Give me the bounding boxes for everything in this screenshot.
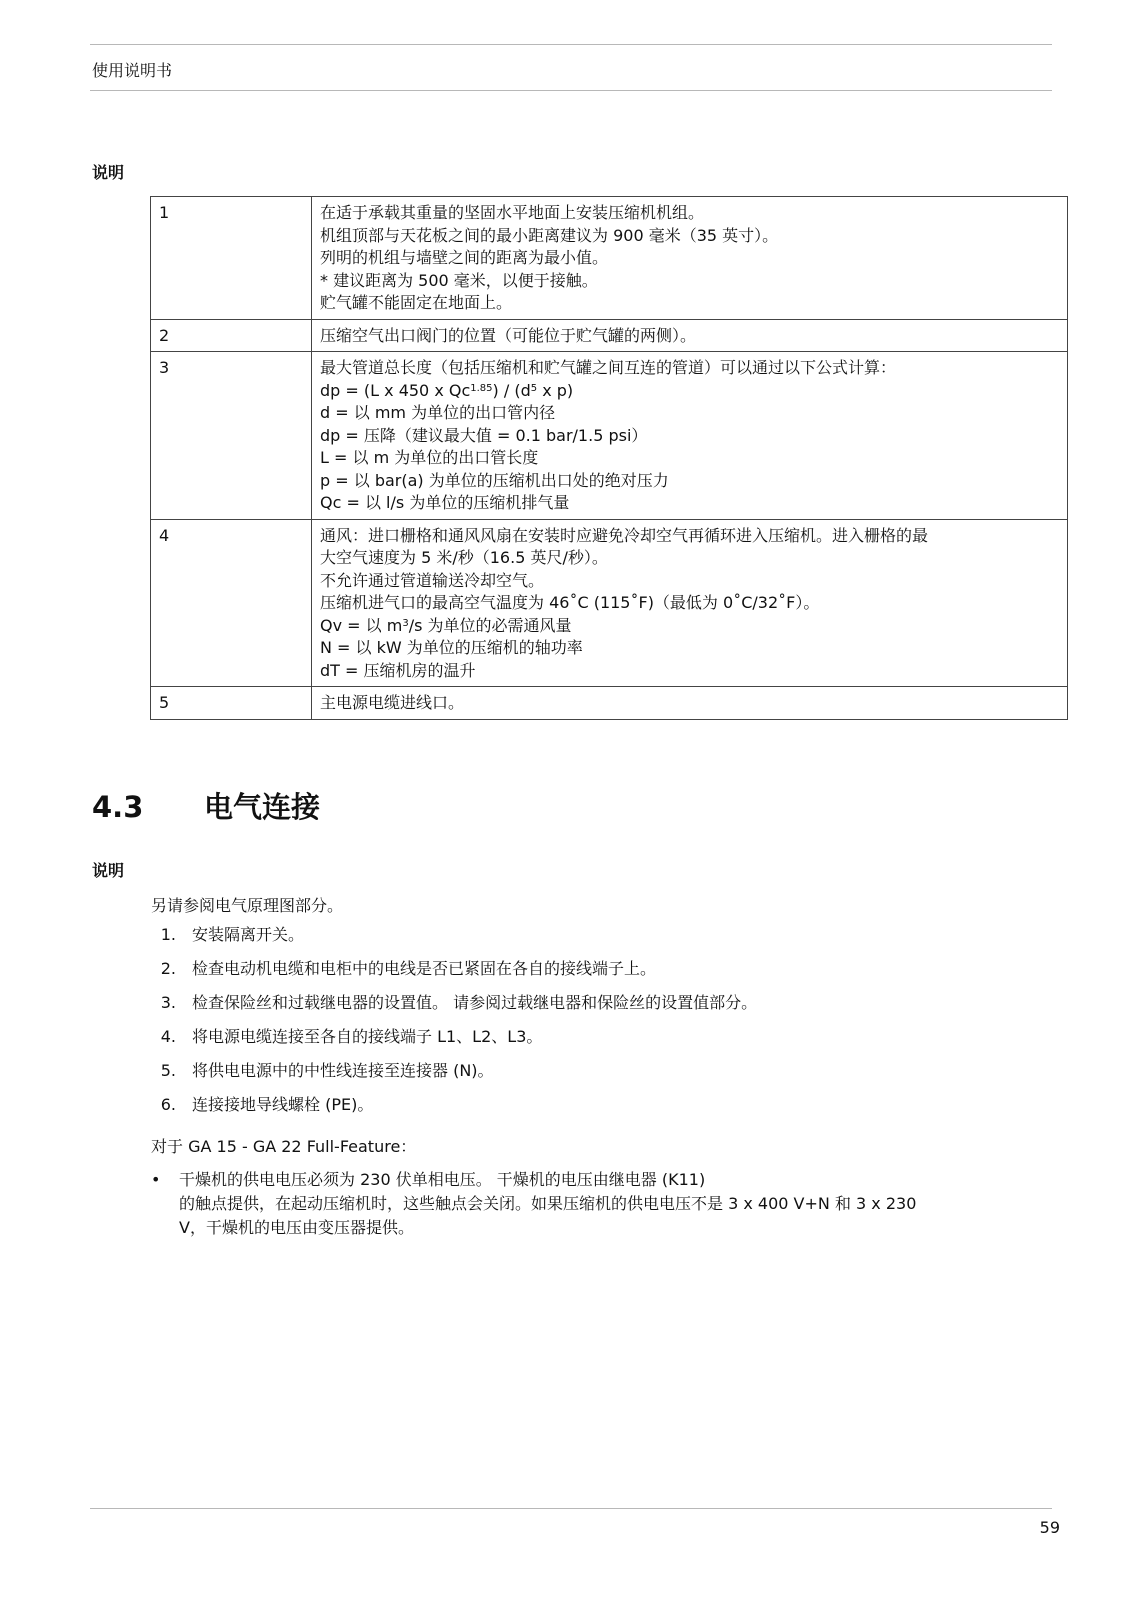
list-item: 3. 检查保险丝和过载继电器的设置值。 请参阅过载继电器和保险丝的设置值部分。 — [160, 993, 758, 1012]
list-item: 5. 将供电电源中的中性线连接至连接器 (N)。 — [160, 1061, 494, 1080]
text-line: 最大管道总长度（包括压缩机和贮气罐之间互连的管道）可以通过以下公式计算： — [320, 358, 897, 377]
row-number: 1 — [151, 197, 312, 320]
row-number: 4 — [151, 519, 312, 687]
text-line: 机组顶部与天花板之间的最小距离建议为 900 毫米（35 英寸）。 — [320, 225, 779, 245]
text-line: 列明的机组与墙壁之间的距离为最小值。 — [320, 248, 609, 267]
bullet-item — [151, 1168, 916, 1240]
text-line: 贮气罐不能固定在地面上。 — [320, 293, 513, 312]
text-line: 在适于承载其重量的坚固水平地面上安装压缩机机组。 — [320, 203, 705, 222]
text-line: 通风：进口栅格和通风风扇在安装时应避免冷却空气再循环进入压缩机。进入栅格的最 — [320, 525, 929, 545]
legend-table — [150, 196, 1068, 720]
list-item: 1. 安装隔离开关。 — [160, 925, 305, 944]
intro-paragraph: 另请参阅电气原理图部分。 — [151, 896, 344, 915]
text-line: N = 以 kW 为单位的压缩机的轴功率 — [320, 638, 583, 657]
list-item: 4. 将电源电缆连接至各自的接线端子 L1、L2、L3。 — [160, 1027, 543, 1046]
footer-rule — [90, 1508, 1052, 1509]
table-row — [151, 319, 1068, 352]
text-line: p = 以 bar(a) 为单位的压缩机出口处的绝对压力 — [320, 470, 669, 490]
ventilation-formula: Qv = 以 $m^3/s$ 为单位的必需通风量 — [320, 615, 572, 635]
section-number: 4.3 — [92, 790, 144, 824]
row-description — [312, 687, 1068, 720]
table-row — [151, 197, 1068, 320]
header-top-rule — [90, 44, 1052, 45]
text-line: 大空气速度为 5 米/秒（16.5 英尺/秒）。 — [320, 548, 608, 567]
text-line: 干燥机的供电电压必须为 230 伏单相电压。 干燥机的电压由继电器 (K11) — [179, 1170, 706, 1189]
text-line: 压缩空气出口阀门的位置（可能位于贮气罐的两侧）。 — [320, 325, 697, 345]
section-heading — [92, 785, 320, 826]
bullet-text — [179, 1168, 916, 1240]
text-line: dp = 压降（建议最大值 = 0.1 bar/1.5 psi） — [320, 425, 648, 445]
row-number: 3 — [151, 352, 312, 520]
models-note: 对于 GA 15 - GA 22 Full-Feature： — [151, 1137, 417, 1156]
row-description — [312, 197, 1068, 320]
table-row — [151, 519, 1068, 687]
page-number: 59 — [1039, 1518, 1060, 1537]
row-description — [312, 519, 1068, 687]
steps-list — [152, 925, 757, 1129]
text-line: L = 以 m 为单位的出口管长度 — [320, 448, 539, 467]
table-row — [151, 687, 1068, 720]
list-item: 6. 连接接地导线螺栓 (PE)。 — [160, 1095, 374, 1114]
legend-label: 说明 — [92, 163, 125, 182]
text-line: 不允许通过管道输送冷却空气。 — [320, 570, 545, 590]
text-line: dT = 压缩机房的温升 — [320, 660, 476, 680]
bullet-symbol: • — [151, 1170, 161, 1189]
pipe-length-formula: dp = (L x 450 x $Qc^{1.85}) / (d^5$ x p) — [320, 380, 574, 400]
text-line: * 建议距离为 500 毫米，以便于接触。 — [320, 270, 598, 290]
text-line: Qc = 以 l/s 为单位的压缩机排气量 — [320, 493, 570, 512]
list-item: 2. 检查电动机电缆和电柜中的电线是否已紧固在各自的接线端子上。 — [160, 959, 657, 978]
text-line: V，干燥机的电压由变压器提供。 — [179, 1218, 414, 1237]
header-bottom-rule — [90, 90, 1052, 91]
row-description — [312, 352, 1068, 520]
text-line: 主电源电缆进线口。 — [320, 693, 465, 712]
row-description — [312, 319, 1068, 352]
row-number: 5 — [151, 687, 312, 720]
legend-label: 说明 — [92, 861, 125, 880]
text-line: 压缩机进气口的最高空气温度为 46˚C (115˚F)（最低为 0˚C/32˚F）。 — [320, 593, 820, 612]
header-title: 使用说明书 — [92, 61, 173, 80]
row-number: 2 — [151, 319, 312, 352]
text-line: d = 以 mm 为单位的出口管内径 — [320, 403, 556, 422]
table-row — [151, 352, 1068, 520]
text-line: 的触点提供，在起动压缩机时，这些触点会关闭。如果压缩机的供电电压不是 3 x 400 V+N 和 3 x 230 — [179, 1194, 917, 1213]
section-title: 电气连接 — [204, 790, 321, 824]
